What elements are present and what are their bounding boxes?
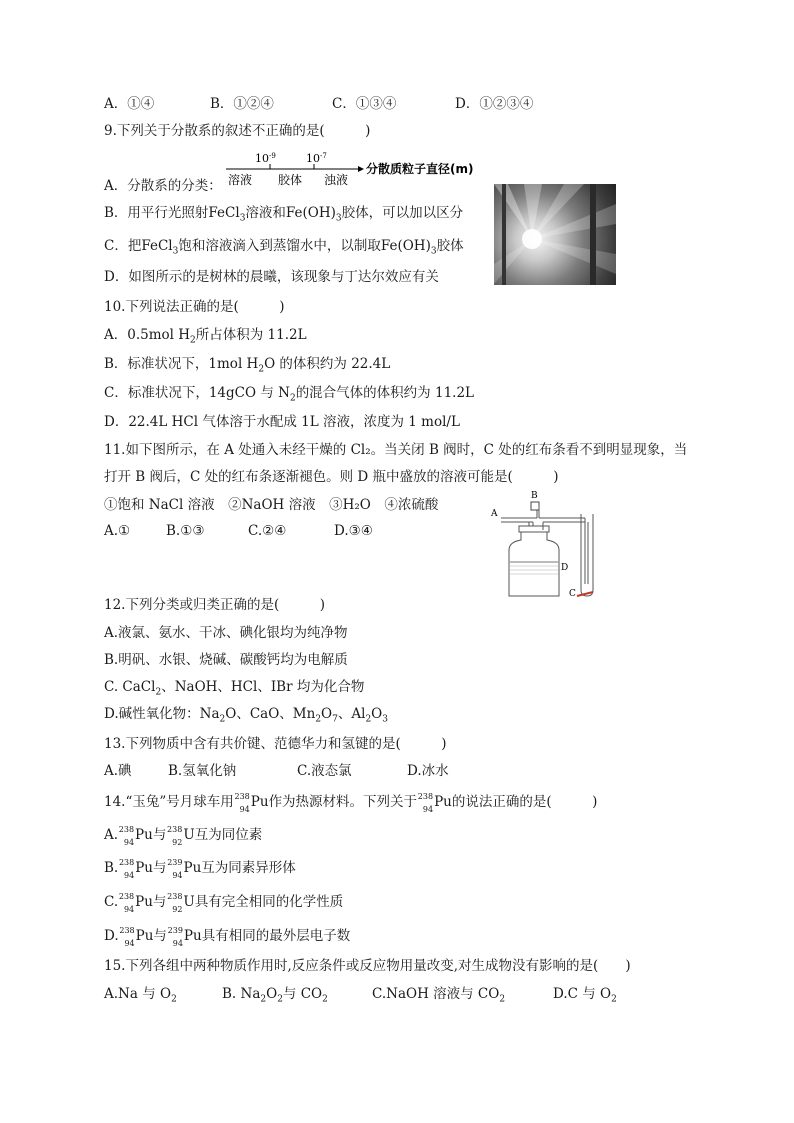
q11-option-a: A.①: [104, 523, 131, 539]
light-rays-icon: [494, 184, 616, 285]
tick-1e-9: $10^{-9}$: [255, 152, 276, 165]
q11-option-b: B.①③: [166, 523, 205, 539]
q8-option-c: C．①③④: [332, 96, 397, 112]
q14-option-b: B. 238 94 Pu与 239 94 Pu互为同素异形体: [104, 858, 296, 880]
label-b: B: [531, 491, 538, 501]
q10-option-b: B．标准状况下，1mol $H_2O$ 的体积约为 22.4L: [104, 356, 391, 375]
gas-bottle-apparatus-diagram: [487, 488, 607, 603]
q9-option-b: B．用平行光照射FeCl$_3$溶液和$Fe(OH)_3$胶体，可以加以区分: [104, 205, 464, 224]
q15-stem: 15.下列各组中两种物质作用时,反应条件或反应物用量改变,对生成物没有影响的是( ): [104, 958, 631, 974]
q12-option-d: D.碱性氧化物：$Na_2O$、CaO、$Mn_2O_7$、$Al_2O_3$: [104, 706, 388, 725]
q10-option-a: A．0.5mol $H_2$所占体积为 11.2L: [104, 327, 307, 346]
q12-option-b: B.明矾、水银、烧碱、碳酸钙均为电解质: [104, 652, 348, 668]
q11-stem-line-1: 11.如下图所示，在 A 处通入未经干燥的 Cl₂。当关闭 B 阀时，C 处的红布条看不到明显现象，当: [104, 442, 688, 458]
q9-option-a: A．分散系的分类：: [104, 178, 222, 194]
q8-option-a: A．①④: [104, 96, 155, 112]
q8-option-d: D．①②③④: [455, 96, 534, 112]
q13-option-d: D.冰水: [407, 763, 449, 779]
q15-option-b: B. $Na_2O_2$与 $CO_2$: [222, 986, 328, 1005]
q10-option-c: C．标准状况下，14gCO 与 $N_2$的混合气体的体积约为 11.2L: [104, 385, 475, 404]
q14-stem: 14.“玉兔”号月球车用 238 94 Pu作为热源材料。下列关于 238 94 Pu的说法正确的是( ): [104, 792, 598, 814]
label-c: C: [569, 589, 576, 599]
q13-option-c: C.液态氯: [297, 763, 352, 779]
q12-option-c: C. CaCl$_2$、NaOH、HCl、IBr 均为化合物: [104, 679, 365, 698]
q14-option-d: D. 238 94 Pu与 239 94 Pu具有相同的最外层电子数: [104, 926, 351, 948]
q11-stem-line-2: 打开 B 阀后，C 处的红布条逐渐褪色。则 D 瓶中盛放的溶液可能是( ): [104, 469, 559, 485]
label-suspension: 浊液: [324, 173, 349, 187]
q11-choices: ①饱和 NaCl 溶液 ②NaOH 溶液 ③H₂O ④浓硫酸: [104, 497, 439, 513]
q9-option-d: D．如图所示的是树林的晨曦，该现象与丁达尔效应有关: [104, 269, 439, 285]
nuclide-pu238: 238 94: [417, 792, 434, 814]
forest-morning-photo: [494, 184, 616, 285]
q8-option-b: B．①②④: [210, 96, 274, 112]
q14-option-c: C. 238 94 Pu与 238 92 U具有完全相同的化学性质: [104, 892, 344, 914]
q9-option-c: C．把FeCl$_3$饱和溶液滴入到蒸馏水中，以制取$Fe(OH)_3$胶体: [104, 238, 464, 257]
q10-option-d: D．22.4L HCl 气体溶于水配成 1L 溶液，浓度为 1 mol/L: [104, 414, 460, 430]
q15-option-d: D.C 与 $O_2$: [553, 986, 617, 1005]
q13-stem: 13.下列物质中含有共价键、范德华力和氢键的是( ): [104, 736, 447, 752]
tick-1e-7: $10^{-7}$: [306, 152, 327, 165]
q9-stem: 9.下列关于分散系的叙述不正确的是( ): [104, 123, 371, 139]
q15-option-c: C.NaOH 溶液与 $CO_2$: [372, 986, 506, 1005]
nuclide-pu238: 238 94: [234, 792, 250, 814]
q11-option-c: C.②④: [248, 523, 287, 539]
q13-option-b: B.氢氧化钠: [168, 763, 237, 779]
dispersion-scale-diagram: [226, 150, 486, 190]
label-d: D: [561, 563, 569, 573]
q12-stem: 12.下列分类或归类正确的是( ): [104, 597, 326, 613]
q10-stem: 10.下列说法正确的是( ): [104, 299, 285, 315]
label-a: A: [491, 509, 498, 519]
q12-option-a: A.液氯、氨水、干冰、碘化银均为纯净物: [104, 625, 348, 641]
label-colloid: 胶体: [278, 173, 303, 187]
q11-option-d: D.③④: [334, 523, 373, 539]
axis-label: 分散质粒子直径(m): [366, 162, 474, 176]
q13-option-a: A.碘: [104, 763, 132, 779]
label-solution: 溶液: [228, 173, 253, 187]
q14-option-a: A. 238 94 Pu与 238 92 U互为同位素: [104, 825, 263, 847]
q15-option-a: A.Na 与 $O_2$: [104, 986, 177, 1005]
